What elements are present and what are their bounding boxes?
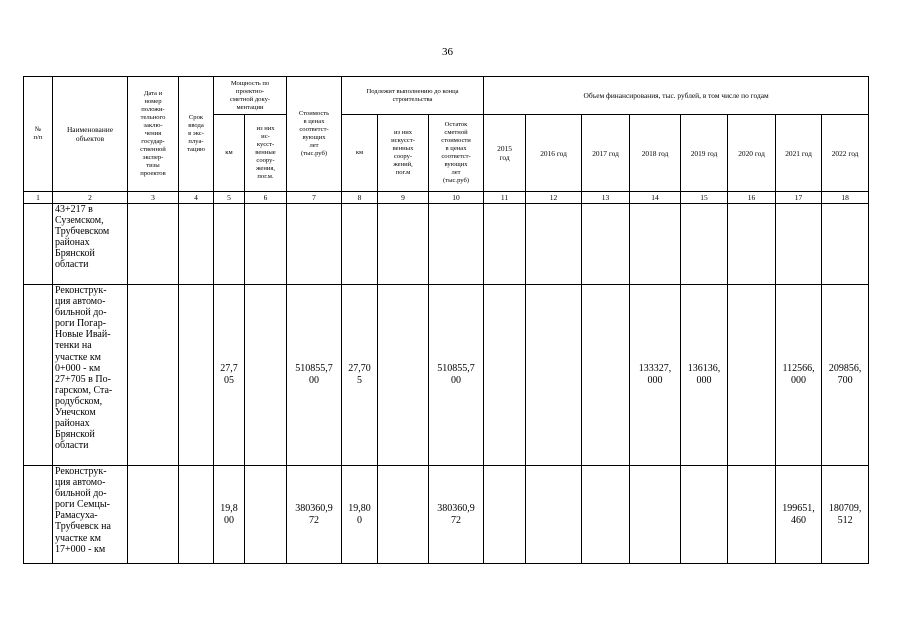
row-cost: 380360,9 72 bbox=[287, 466, 342, 564]
header-remaining-artificial: из них искусст- венных соору- жений, пог.м bbox=[378, 115, 429, 192]
column-number: 7 bbox=[287, 192, 342, 204]
row-remaining-km: 27,70 5 bbox=[342, 285, 378, 466]
row-2017 bbox=[582, 285, 630, 466]
header-financing: Объем финансирования, тыс. рублей, в том числе по годам bbox=[484, 77, 869, 115]
row-expertise bbox=[128, 466, 179, 564]
page-number: 36 bbox=[442, 46, 453, 58]
row-capacity-artificial bbox=[245, 204, 287, 285]
row-2018 bbox=[630, 466, 681, 564]
row-capacity-km bbox=[214, 204, 245, 285]
table-row bbox=[24, 285, 869, 466]
column-number: 16 bbox=[728, 192, 776, 204]
row-2015 bbox=[484, 204, 526, 285]
column-number: 4 bbox=[179, 192, 214, 204]
column-number: 12 bbox=[526, 192, 582, 204]
column-number: 1 bbox=[24, 192, 53, 204]
row-2020 bbox=[728, 285, 776, 466]
row-remaining-cost: 510855,7 00 bbox=[429, 285, 484, 466]
column-number: 13 bbox=[582, 192, 630, 204]
header-no: № п/п bbox=[24, 77, 53, 192]
column-number: 17 bbox=[776, 192, 822, 204]
row-2016 bbox=[526, 285, 582, 466]
row-cost: 510855,7 00 bbox=[287, 285, 342, 466]
column-number: 18 bbox=[822, 192, 869, 204]
header-capacity: Мощность по проектно- сметной доку- ментации bbox=[214, 77, 287, 115]
header-term: Срок ввода в экс- плуа- тацию bbox=[179, 77, 214, 192]
row-2017 bbox=[582, 466, 630, 564]
header-year-2015: 2015 год bbox=[484, 115, 526, 192]
column-number: 3 bbox=[128, 192, 179, 204]
header-year-2019: 2019 год bbox=[681, 115, 728, 192]
header-remaining-km: км bbox=[342, 115, 378, 192]
column-number: 10 bbox=[429, 192, 484, 204]
row-2019 bbox=[681, 204, 728, 285]
column-number: 8 bbox=[342, 192, 378, 204]
header-capacity-artificial: из них ис- кусст- венные соору- жения, пог.м. bbox=[245, 115, 287, 192]
column-number: 11 bbox=[484, 192, 526, 204]
row-remaining-cost bbox=[429, 204, 484, 285]
column-number: 5 bbox=[214, 192, 245, 204]
row-expertise bbox=[128, 285, 179, 466]
object-name: Реконструк- ция автомо- бильной до- роги Погар- Новые Ивай- тенки на участке км 0+000 - км 27+705 в По- гарском, Ста- родубском, Унечском районах Брянской области bbox=[53, 285, 128, 466]
column-number: 14 bbox=[630, 192, 681, 204]
header-year-2020: 2020 год bbox=[728, 115, 776, 192]
object-name: Реконструк- ция автомо- бильной до- роги Семцы- Рамасуха- Трубчевск на участке км 17+000 - км bbox=[53, 466, 128, 564]
column-number: 15 bbox=[681, 192, 728, 204]
row-remaining-artificial bbox=[378, 285, 429, 466]
header-name: Наименование объектов bbox=[53, 77, 128, 192]
header-remaining: Подлежит выполнению до конца строительства bbox=[342, 77, 484, 115]
financing-table bbox=[23, 76, 869, 564]
row-remaining-cost: 380360,9 72 bbox=[429, 466, 484, 564]
header-cost: Стоимость в ценах соответст- вующих лет (тыс.руб) bbox=[287, 77, 342, 192]
row-2019 bbox=[681, 466, 728, 564]
object-name: 43+217 в Суземском, Трубчевском районах Брянской области bbox=[53, 204, 128, 285]
row-2019: 136136, 000 bbox=[681, 285, 728, 466]
row-remaining-artificial bbox=[378, 204, 429, 285]
header-year-2021: 2021 год bbox=[776, 115, 822, 192]
row-cost bbox=[287, 204, 342, 285]
header-year-2017: 2017 год bbox=[582, 115, 630, 192]
row-2016 bbox=[526, 204, 582, 285]
row-term bbox=[179, 204, 214, 285]
row-term bbox=[179, 466, 214, 564]
row-term bbox=[179, 285, 214, 466]
row-2020 bbox=[728, 466, 776, 564]
header-remaining-cost: Остаток сметной стоимости в ценах соответст- вующих лет (тыс.руб) bbox=[429, 115, 484, 192]
row-capacity-km: 19,8 00 bbox=[214, 466, 245, 564]
row-2021 bbox=[776, 204, 822, 285]
row-no bbox=[24, 204, 53, 285]
row-2021: 112566, 000 bbox=[776, 285, 822, 466]
row-2020 bbox=[728, 204, 776, 285]
row-no bbox=[24, 285, 53, 466]
row-no bbox=[24, 466, 53, 564]
row-2022: 180709, 512 bbox=[822, 466, 869, 564]
row-capacity-artificial bbox=[245, 285, 287, 466]
row-2018 bbox=[630, 204, 681, 285]
row-remaining-artificial bbox=[378, 466, 429, 564]
row-expertise bbox=[128, 204, 179, 285]
row-remaining-km bbox=[342, 204, 378, 285]
header-year-2022: 2022 год bbox=[822, 115, 869, 192]
header-capacity-km: км bbox=[214, 115, 245, 192]
row-2022: 209856, 700 bbox=[822, 285, 869, 466]
header-year-2018: 2018 год bbox=[630, 115, 681, 192]
header-expertise: Дата и номер положи- тельного заклю- чения государ- ственной экспер- тизы проектов bbox=[128, 77, 179, 192]
row-capacity-km: 27,7 05 bbox=[214, 285, 245, 466]
row-capacity-artificial bbox=[245, 466, 287, 564]
column-number: 9 bbox=[378, 192, 429, 204]
row-2015 bbox=[484, 466, 526, 564]
row-2017 bbox=[582, 204, 630, 285]
row-remaining-km: 19,80 0 bbox=[342, 466, 378, 564]
table-row bbox=[24, 466, 869, 564]
header-year-2016: 2016 год bbox=[526, 115, 582, 192]
table-row bbox=[24, 204, 869, 285]
row-2018: 133327, 000 bbox=[630, 285, 681, 466]
column-number: 6 bbox=[245, 192, 287, 204]
row-2016 bbox=[526, 466, 582, 564]
row-2021: 199651, 460 bbox=[776, 466, 822, 564]
row-2015 bbox=[484, 285, 526, 466]
row-2022 bbox=[822, 204, 869, 285]
column-number: 2 bbox=[53, 192, 128, 204]
